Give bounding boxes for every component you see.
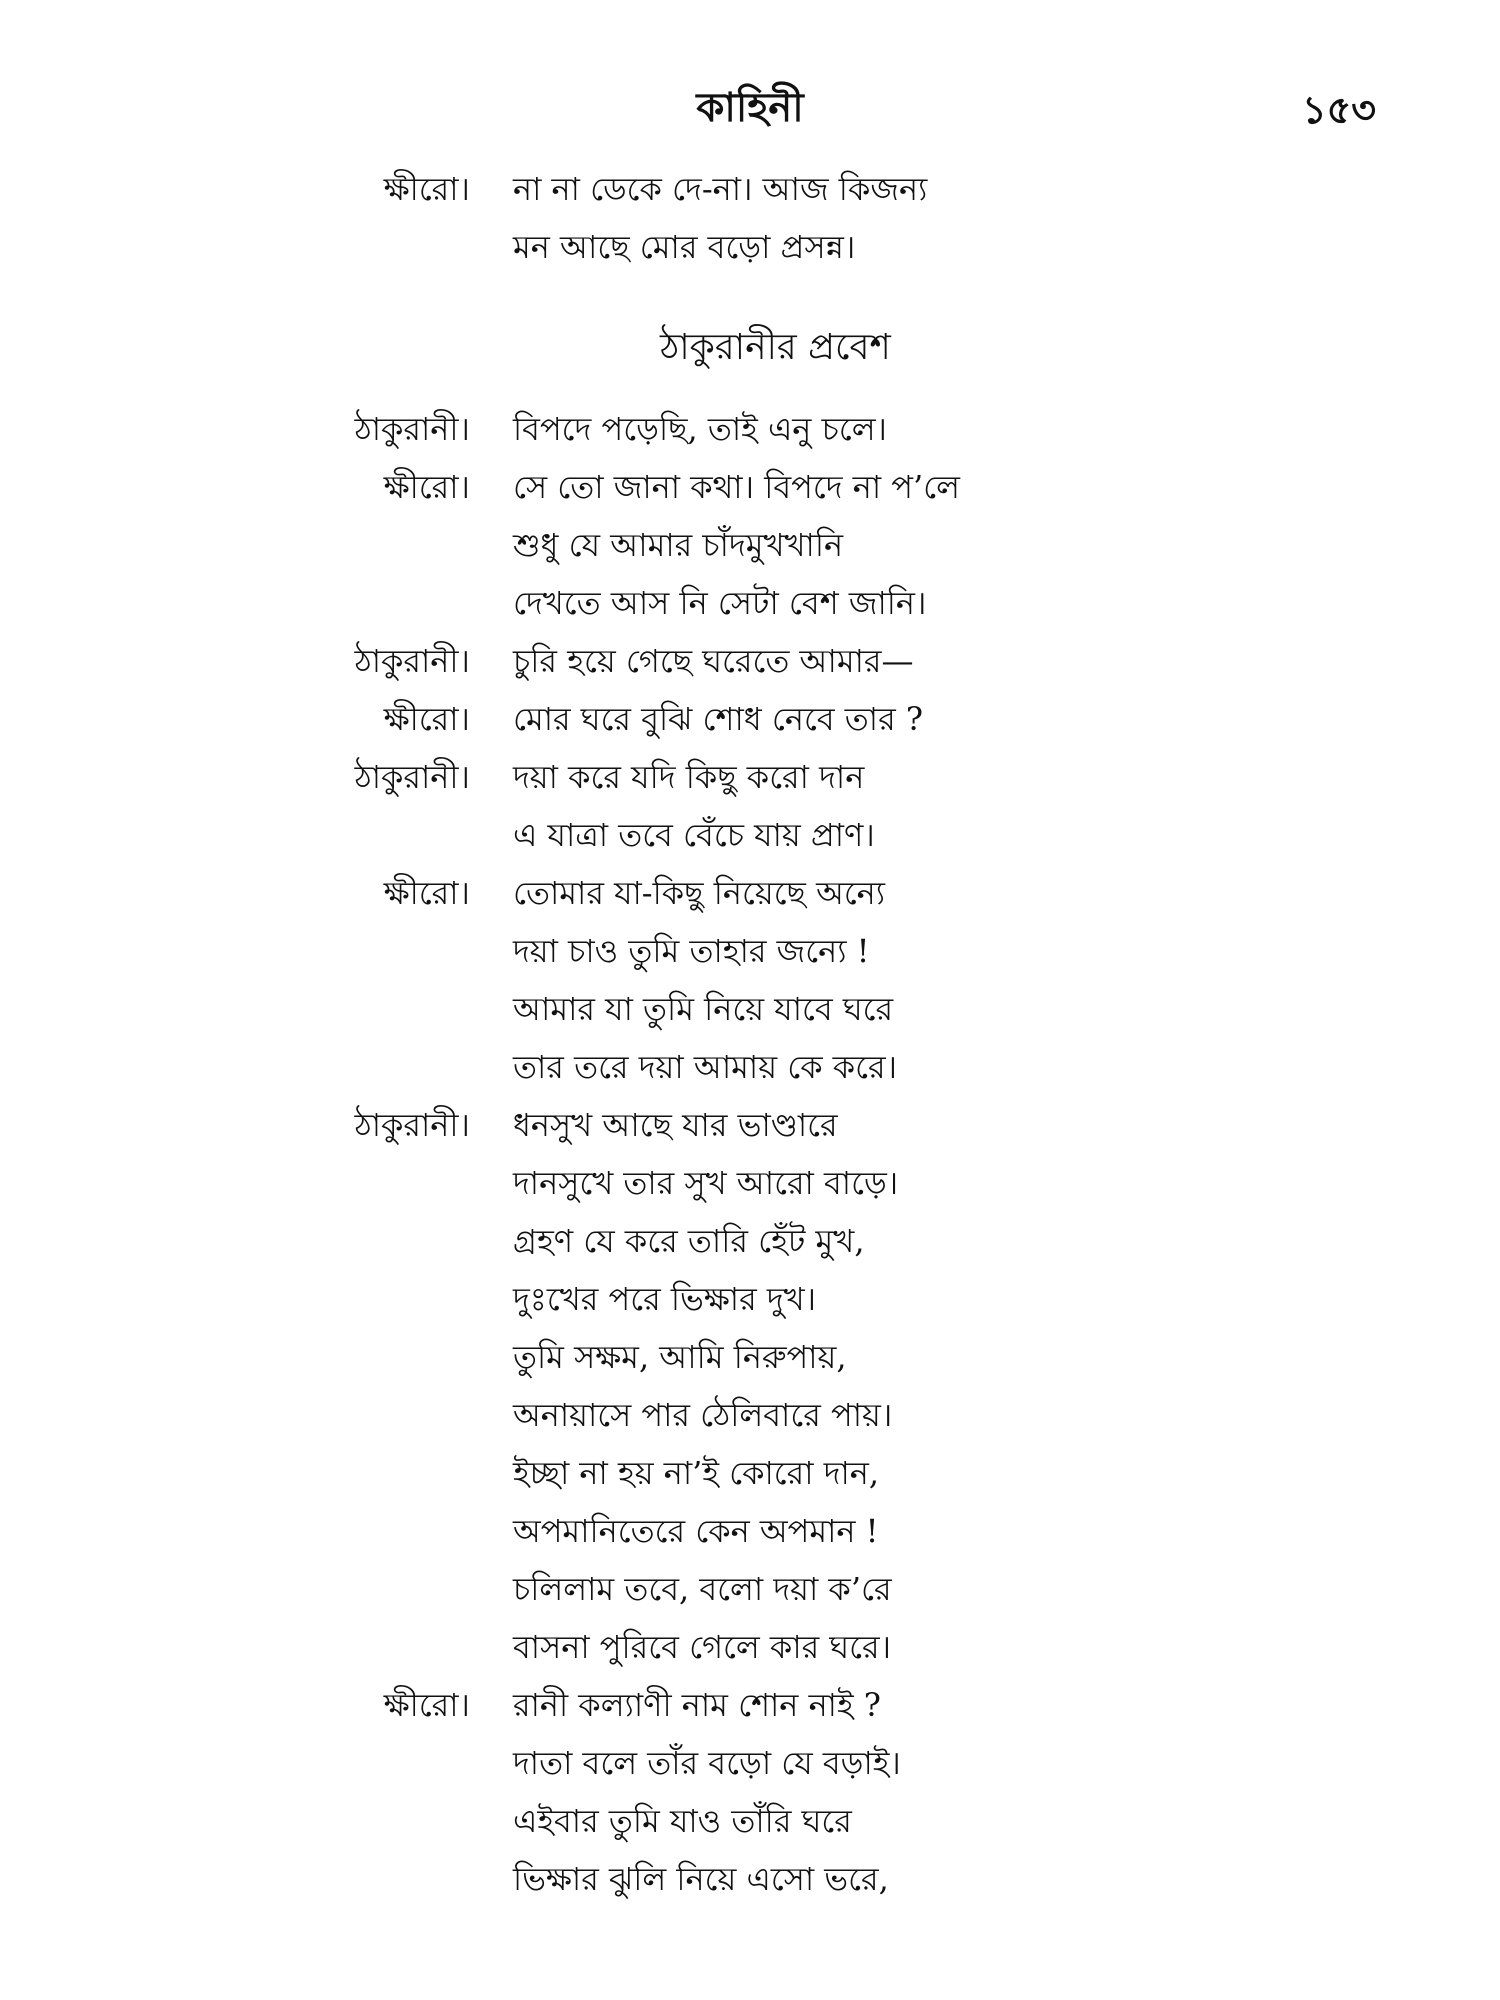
- dialogue-text: দয়া করে যদি কিছু করো দান: [513, 758, 865, 796]
- dialogue-text: অনায়াসে পার ঠেলিবারে পায়।: [513, 1396, 893, 1434]
- speaker-name: ক্ষীরো।: [383, 468, 470, 506]
- speaker-name: ঠাকুরানী।: [354, 410, 470, 448]
- dialogue-text: দয়া চাও তুমি তাহার জন্যে !: [513, 932, 870, 970]
- dialogue-line: [0, 1560, 1500, 1618]
- dialogue-block-1: [0, 160, 1500, 276]
- dialogue-text: আমার যা তুমি নিয়ে যাবে ঘরে: [513, 990, 894, 1028]
- dialogue-line: [0, 1502, 1500, 1560]
- dialogue-line: [0, 1792, 1500, 1850]
- speaker-name: ক্ষীরো।: [383, 874, 470, 912]
- dialogue-line: [0, 516, 1500, 574]
- dialogue-line: [0, 400, 1500, 458]
- dialogue-line: [0, 1618, 1500, 1676]
- dialogue-text: চুরি হয়ে গেছে ঘরেতে আমার—: [513, 642, 914, 680]
- dialogue-text: সে তো জানা কথা। বিপদে না প’লে: [513, 468, 961, 506]
- dialogue-text: অপমানিতেরে কেন অপমান !: [513, 1512, 879, 1550]
- dialogue-text: দাতা বলে তাঁর বড়ো যে বড়াই।: [513, 1744, 901, 1782]
- dialogue-line: [0, 922, 1500, 980]
- dialogue-text: বিপদে পড়েছি, তাই এনু চলে।: [513, 410, 887, 448]
- running-title: কাহিনী: [696, 84, 804, 131]
- speaker-name: ক্ষীরো।: [383, 700, 470, 738]
- dialogue-line: [0, 160, 1500, 218]
- dialogue-line: [0, 690, 1500, 748]
- dialogue-line: [0, 1212, 1500, 1270]
- dialogue-line: [0, 806, 1500, 864]
- dialogue-line: [0, 218, 1500, 276]
- stage-direction: ঠাকুরানীর প্রবেশ: [660, 327, 891, 368]
- dialogue-line: [0, 864, 1500, 922]
- dialogue-line: [0, 1038, 1500, 1096]
- page-number: ১৫৩: [1301, 87, 1376, 132]
- dialogue-line: [0, 1444, 1500, 1502]
- dialogue-text: মন আছে মোর বড়ো প্রসন্ন।: [513, 228, 856, 266]
- dialogue-text: ধনসুখ আছে যার ভাণ্ডারে: [513, 1106, 838, 1144]
- speaker-name: ঠাকুরানী।: [354, 1106, 470, 1144]
- speaker-name: ক্ষীরো।: [383, 1686, 470, 1724]
- dialogue-line: [0, 1676, 1500, 1734]
- speaker-name: ঠাকুরানী।: [354, 758, 470, 796]
- dialogue-text: তুমি সক্ষম, আমি নিরুপায়,: [513, 1338, 847, 1376]
- dialogue-line: [0, 632, 1500, 690]
- dialogue-text: মোর ঘরে বুঝি শোধ নেবে তার ?: [513, 700, 924, 738]
- dialogue-text: দানসুখে তার সুখ আরো বাড়ে।: [513, 1164, 899, 1202]
- dialogue-text: চলিলাম তবে, বলো দয়া ক’রে: [513, 1570, 892, 1608]
- dialogue-text: শুধু যে আমার চাঁদমুখখানি: [513, 526, 844, 564]
- dialogue-text: দুঃখের পরে ভিক্ষার দুখ।: [513, 1280, 817, 1318]
- speaker-name: ঠাকুরানী।: [354, 642, 470, 680]
- dialogue-text: গ্রহণ যে করে তারি হেঁট মুখ,: [513, 1222, 865, 1260]
- dialogue-text: বাসনা পুরিবে গেলে কার ঘরে।: [513, 1628, 892, 1666]
- dialogue-line: [0, 980, 1500, 1038]
- dialogue-block-2: [0, 400, 1500, 1908]
- dialogue-text: দেখতে আস নি সেটা বেশ জানি।: [513, 584, 927, 622]
- dialogue-line: [0, 1096, 1500, 1154]
- dialogue-line: [0, 1386, 1500, 1444]
- dialogue-line: [0, 1270, 1500, 1328]
- dialogue-text: ইচ্ছা না হয় না’ই কোরো দান,: [513, 1454, 880, 1492]
- speaker-name: ক্ষীরো।: [383, 170, 470, 208]
- dialogue-line: [0, 1154, 1500, 1212]
- dialogue-line: [0, 748, 1500, 806]
- dialogue-text: রানী কল্যাণী নাম শোন নাই ?: [513, 1686, 881, 1724]
- dialogue-line: [0, 574, 1500, 632]
- dialogue-line: [0, 1850, 1500, 1908]
- dialogue-text: তোমার যা-কিছু নিয়েছে অন্যে: [513, 874, 886, 912]
- dialogue-text: ভিক্ষার ঝুলি নিয়ে এসো ভরে,: [513, 1860, 889, 1898]
- dialogue-text: এইবার তুমি যাও তাঁরি ঘরে: [513, 1802, 852, 1840]
- dialogue-text: এ যাত্রা তবে বেঁচে যায় প্রাণ।: [513, 816, 875, 854]
- dialogue-text: তার তরে দয়া আমায় কে করে।: [513, 1048, 898, 1086]
- dialogue-line: [0, 1328, 1500, 1386]
- dialogue-line: [0, 458, 1500, 516]
- dialogue-line: [0, 1734, 1500, 1792]
- dialogue-text: না না ডেকে দে-না। আজ কিজন্য: [513, 170, 928, 208]
